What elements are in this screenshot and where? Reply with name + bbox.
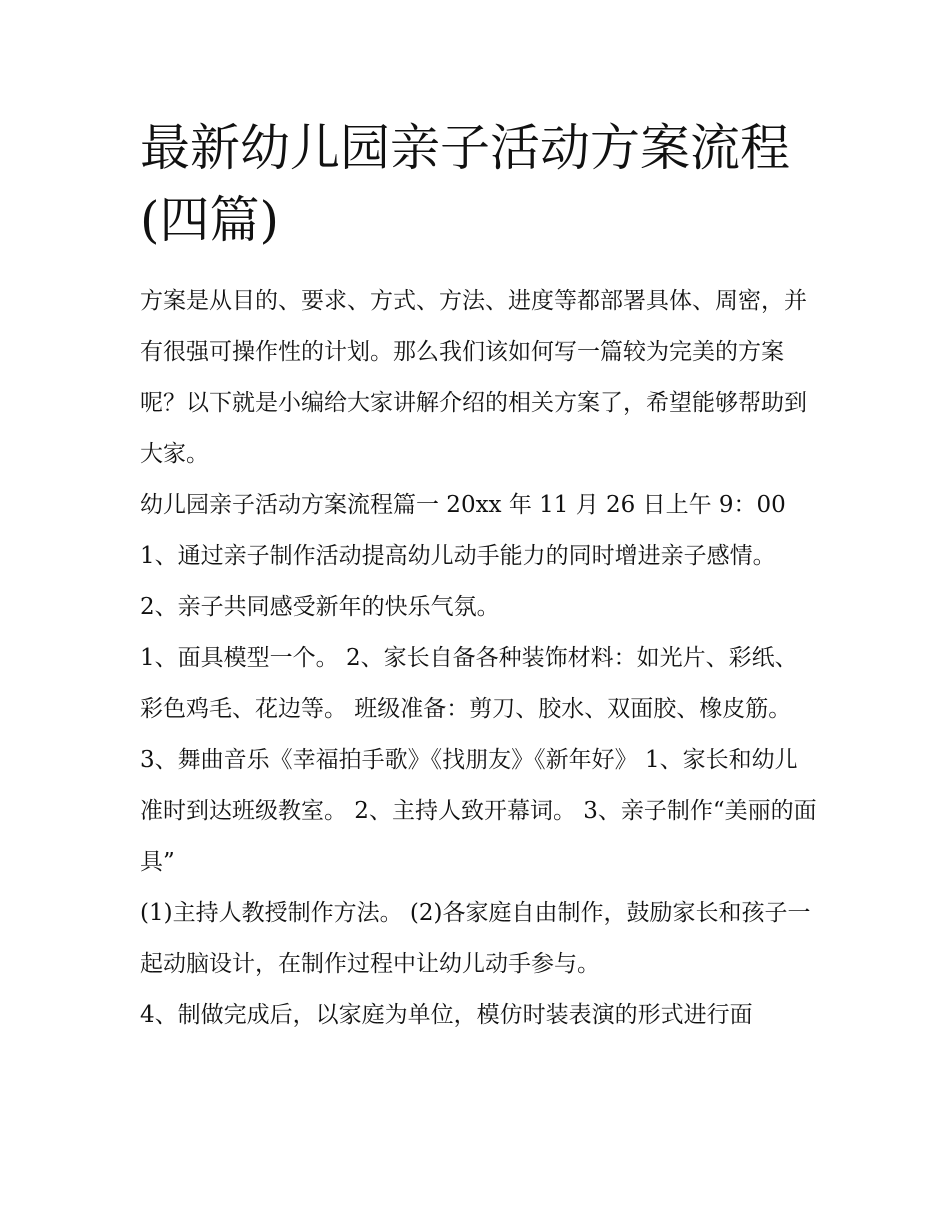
document-body bbox=[140, 112, 820, 1041]
paragraph-procedure: 3、舞曲音乐《幸福拍手歌》《找朋友》《新年好》 1、家长和幼儿准时到达班级教室。 2、主持人致开幕词。 3、亲子制作“美丽的面具” bbox=[140, 747, 817, 875]
paragraph-show: 4、制做完成后，以家庭为单位，模仿时装表演的形式进行面 bbox=[140, 1002, 753, 1028]
document-title-line-1: 最新幼儿园亲子活动方案流程 bbox=[140, 119, 790, 177]
paragraph-making-steps: (1)主持人教授制作方法。 (2)各家庭自由制作，鼓励家长和孩子一起动脑设计，在制作过程中让幼儿动手参与。 bbox=[140, 900, 811, 977]
title-block bbox=[140, 112, 820, 256]
document-title-line-2: (四篇) bbox=[140, 191, 280, 249]
paragraph-materials: 1、面具模型一个。 2、家长自备各种装饰材料：如光片、彩纸、彩色鸡毛、花边等。 班级准备：剪刀、胶水、双面胶、橡皮筋。 bbox=[140, 645, 798, 722]
paragraph-intro: 方案是从目的、要求、方式、方法、进度等都部署具体、周密，并有很强可操作性的计划。那么我们该如何写一篇较为完美的方案呢？以下就是小编给大家讲解介绍的相关方案了，希望能够帮助到大家。 bbox=[140, 288, 807, 467]
paragraph-goals: 1、通过亲子制作活动提高幼儿动手能力的同时增进亲子感情。 2、亲子共同感受新年的快乐气氛。 bbox=[140, 543, 776, 620]
paragraph-section-heading: 幼儿园亲子活动方案流程篇一 20xx 年 11 月 26 日上午 9：00 bbox=[140, 492, 786, 518]
